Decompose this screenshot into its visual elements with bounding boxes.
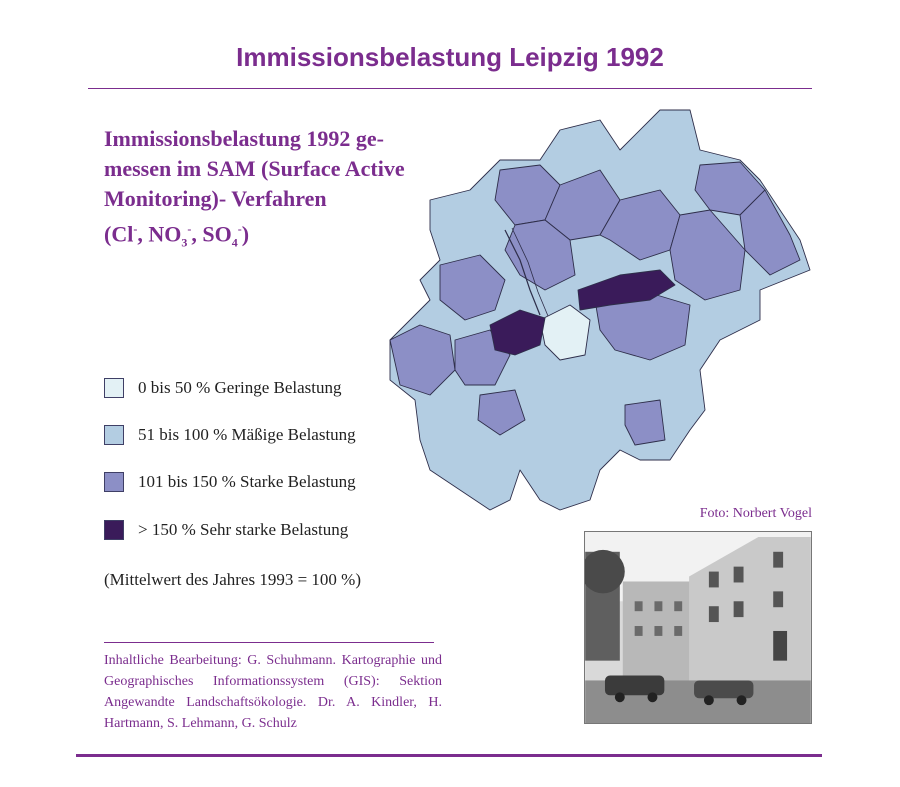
legend-swatch-gering bbox=[104, 378, 124, 398]
credits-text: Inhaltliche Bearbeitung: G. Schuhmann. Kartographie und Geographisches Informationssystem (GIS): Sektion Angewandte Landschaftsökologie. Dr. A. Kindler, H. Hartmann, S. Lehmann, G. Schulz bbox=[104, 653, 442, 731]
nitrate-charge: - bbox=[187, 222, 192, 236]
formula-close: ) bbox=[241, 221, 250, 247]
bottom-divider bbox=[76, 754, 822, 757]
legend-item-maessig bbox=[104, 423, 356, 447]
formula-sep-2: , SO bbox=[191, 221, 232, 247]
map-title: Immissionsbelastung Leipzig 1992 bbox=[236, 42, 664, 72]
legend-label-gering: 0 bis 50 % Geringe Belastung bbox=[138, 378, 342, 397]
subtitle-line-3: Monitoring)- Verfahren bbox=[104, 186, 327, 211]
legend-item-stark bbox=[104, 470, 356, 494]
sulfate-charge: - bbox=[237, 222, 242, 236]
subtitle-line-2: messen im SAM (Surface Active bbox=[104, 156, 405, 181]
photo-credit: Foto: Norbert Vogel bbox=[699, 506, 812, 521]
leipzig-choropleth-map bbox=[382, 100, 818, 545]
street-scene-photo bbox=[584, 531, 812, 724]
legend-note: (Mittelwert des Jahres 1993 = 100 %) bbox=[104, 570, 361, 589]
legend-swatch-sehr-stark bbox=[104, 520, 124, 540]
credits-divider bbox=[104, 642, 434, 643]
legend-label-stark: 101 bis 150 % Starke Belastung bbox=[138, 472, 356, 491]
sulfate-subscript: 4 bbox=[231, 235, 238, 250]
formula-open: (Cl bbox=[104, 221, 134, 247]
chloride-charge: - bbox=[133, 222, 138, 236]
nitrate-subscript: 3 bbox=[181, 235, 188, 250]
subtitle-line-1: Immissionsbelastung 1992 ge- bbox=[104, 126, 384, 151]
formula-sep-1: , NO bbox=[137, 221, 182, 247]
legend-item-sehr-stark bbox=[104, 518, 348, 542]
legend-label-maessig: 51 bis 100 % Mäßige Belastung bbox=[138, 425, 356, 444]
legend-item-gering bbox=[104, 376, 342, 400]
legend-label-sehr-stark: > 150 % Sehr starke Belastung bbox=[138, 520, 349, 539]
map-subtitle bbox=[104, 124, 424, 258]
legend-swatch-maessig bbox=[104, 425, 124, 445]
title-divider bbox=[88, 88, 812, 89]
subtitle-formula bbox=[104, 214, 424, 258]
legend-swatch-stark bbox=[104, 472, 124, 492]
